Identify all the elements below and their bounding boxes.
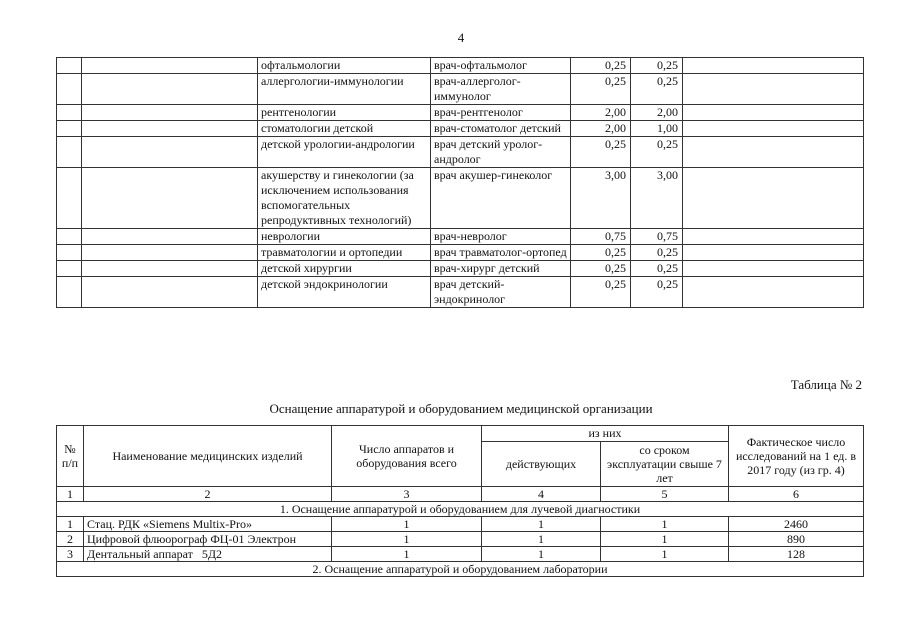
blank-cell xyxy=(57,105,82,121)
header-of-them: из них xyxy=(482,426,729,442)
blank-cell xyxy=(683,261,864,277)
blank-cell xyxy=(683,168,864,229)
blank-cell xyxy=(82,58,258,74)
value-cell: 0,25 xyxy=(571,74,631,105)
blank-cell xyxy=(57,261,82,277)
value-cell: 2,00 xyxy=(571,121,631,137)
profile-cell: неврологии xyxy=(258,229,431,245)
value-cell: 0,25 xyxy=(631,58,683,74)
position-cell: врач-офтальмолог xyxy=(431,58,571,74)
column-number: 2 xyxy=(84,487,332,502)
blank-cell xyxy=(82,168,258,229)
blank-cell xyxy=(683,245,864,261)
column-number: 3 xyxy=(332,487,482,502)
row-total: 1 xyxy=(332,532,482,547)
header-num: № п/п xyxy=(57,426,84,487)
row-actual: 128 xyxy=(729,547,864,562)
row-actual: 890 xyxy=(729,532,864,547)
blank-cell xyxy=(82,121,258,137)
table-row xyxy=(57,121,864,137)
value-cell: 0,25 xyxy=(571,277,631,308)
blank-cell xyxy=(683,121,864,137)
table-row xyxy=(57,74,864,105)
column-number: 5 xyxy=(601,487,729,502)
row-actual: 2460 xyxy=(729,517,864,532)
blank-cell xyxy=(82,74,258,105)
profile-cell: стоматологии детской xyxy=(258,121,431,137)
blank-cell xyxy=(57,277,82,308)
header-actual: Фактическое число исследований на 1 ед. в 2017 году (из гр. 4) xyxy=(729,426,864,487)
value-cell: 0,25 xyxy=(631,74,683,105)
blank-cell xyxy=(57,121,82,137)
table-row xyxy=(57,532,864,547)
table-row xyxy=(57,277,864,308)
table-row xyxy=(57,261,864,277)
value-cell: 2,00 xyxy=(571,105,631,121)
value-cell: 0,25 xyxy=(631,261,683,277)
blank-cell xyxy=(683,229,864,245)
value-cell: 0,25 xyxy=(631,137,683,168)
table-row xyxy=(57,168,864,229)
row-over7: 1 xyxy=(601,532,729,547)
blank-cell xyxy=(57,245,82,261)
position-cell: врач-стоматолог детский xyxy=(431,121,571,137)
value-cell: 2,00 xyxy=(631,105,683,121)
row-active: 1 xyxy=(482,517,601,532)
blank-cell xyxy=(57,137,82,168)
table-row xyxy=(57,517,864,532)
value-cell: 0,25 xyxy=(571,245,631,261)
blank-cell xyxy=(57,74,82,105)
row-num: 2 xyxy=(57,532,84,547)
blank-cell xyxy=(57,229,82,245)
profile-cell: рентгенологии xyxy=(258,105,431,121)
value-cell: 0,75 xyxy=(571,229,631,245)
value-cell: 0,75 xyxy=(631,229,683,245)
header-over-term: со сроком эксплуатации свыше 7 лет xyxy=(601,441,729,486)
table-row xyxy=(57,229,864,245)
table-row xyxy=(57,137,864,168)
blank-cell xyxy=(82,245,258,261)
row-active: 1 xyxy=(482,547,601,562)
staff-table xyxy=(56,57,864,308)
blank-cell xyxy=(82,137,258,168)
position-cell: врач акушер-гинеколог xyxy=(431,168,571,229)
section-title: 1. Оснащение аппаратурой и оборудованием для лучевой диагностики xyxy=(57,502,864,517)
row-active: 1 xyxy=(482,532,601,547)
blank-cell xyxy=(683,58,864,74)
table-row xyxy=(57,105,864,121)
position-cell: врач-хирург детский xyxy=(431,261,571,277)
section-title: 2. Оснащение аппаратурой и оборудованием лаборатории xyxy=(57,562,864,577)
column-number: 1 xyxy=(57,487,84,502)
header-row xyxy=(57,426,864,442)
blank-cell xyxy=(683,74,864,105)
profile-cell: офтальмологии xyxy=(258,58,431,74)
position-cell: врач детский уролог-андролог xyxy=(431,137,571,168)
table-row xyxy=(57,547,864,562)
position-cell: врач-рентгенолог xyxy=(431,105,571,121)
section-row xyxy=(57,562,864,577)
profile-cell: детской урологии-андрологии xyxy=(258,137,431,168)
position-cell: врач-невролог xyxy=(431,229,571,245)
row-name: Дентальный аппарат 5Д2 xyxy=(84,547,332,562)
column-number: 4 xyxy=(482,487,601,502)
profile-cell: аллергологии-иммунологии xyxy=(258,74,431,105)
position-cell: врач-аллерголог-иммунолог xyxy=(431,74,571,105)
row-name: Цифровой флюорограф ФЦ-01 Электрон xyxy=(84,532,332,547)
section-row xyxy=(57,502,864,517)
blank-cell xyxy=(57,168,82,229)
blank-cell xyxy=(82,229,258,245)
header-name: Наименование медицинских изделий xyxy=(84,426,332,487)
row-num: 3 xyxy=(57,547,84,562)
blank-cell xyxy=(82,277,258,308)
blank-cell xyxy=(57,58,82,74)
value-cell: 1,00 xyxy=(631,121,683,137)
table-row xyxy=(57,58,864,74)
value-cell: 3,00 xyxy=(631,168,683,229)
column-numbers-row xyxy=(57,487,864,502)
blank-cell xyxy=(683,277,864,308)
equipment-table xyxy=(56,425,864,577)
blank-cell xyxy=(683,137,864,168)
page-number: 4 xyxy=(457,30,465,45)
table-row xyxy=(57,245,864,261)
value-cell: 3,00 xyxy=(571,168,631,229)
table-label: Таблица № 2 xyxy=(790,377,862,392)
profile-cell: детской хирургии xyxy=(258,261,431,277)
blank-cell xyxy=(683,105,864,121)
profile-cell: детской эндокринологии xyxy=(258,277,431,308)
profile-cell: травматологии и ортопедии xyxy=(258,245,431,261)
blank-cell xyxy=(82,261,258,277)
table-title: Оснащение аппаратурой и оборудованием медицинской организации xyxy=(269,401,653,416)
value-cell: 0,25 xyxy=(631,277,683,308)
value-cell: 0,25 xyxy=(571,58,631,74)
row-over7: 1 xyxy=(601,517,729,532)
row-total: 1 xyxy=(332,517,482,532)
position-cell: врач травматолог-ортопед xyxy=(431,245,571,261)
value-cell: 0,25 xyxy=(571,137,631,168)
header-total: Число аппаратов и оборудования всего xyxy=(332,426,482,487)
blank-cell xyxy=(82,105,258,121)
position-cell: врач детский-эндокринолог xyxy=(431,277,571,308)
profile-cell: акушерству и гинекологии (за исключением использования вспомогательных репродуктивных технологий) xyxy=(258,168,431,229)
header-active: действующих xyxy=(482,441,601,486)
row-num: 1 xyxy=(57,517,84,532)
value-cell: 0,25 xyxy=(631,245,683,261)
column-number: 6 xyxy=(729,487,864,502)
row-over7: 1 xyxy=(601,547,729,562)
row-name: Стац. РДК «Siemens Multix-Pro» xyxy=(84,517,332,532)
value-cell: 0,25 xyxy=(571,261,631,277)
row-total: 1 xyxy=(332,547,482,562)
